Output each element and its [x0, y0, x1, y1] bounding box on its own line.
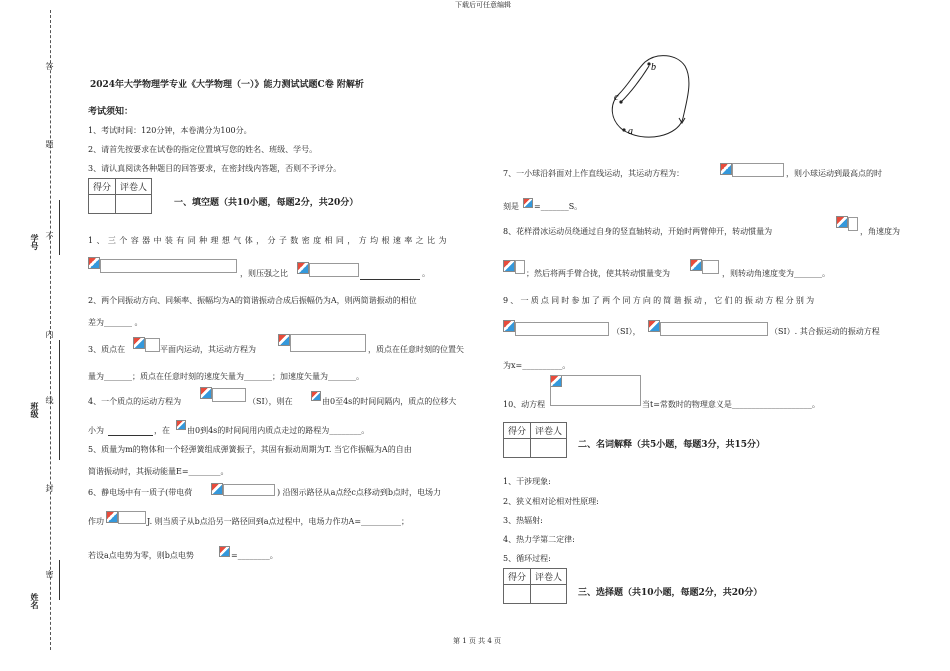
- formula-box: [145, 338, 160, 352]
- class-line: [59, 340, 60, 460]
- q8-text-d: ，则转动角速度变为_______。: [722, 269, 830, 278]
- binding-char: 封: [45, 484, 54, 492]
- section-fill-heading: 一、填空题（共10小题，每题2分，共20分）: [174, 198, 359, 208]
- grader-header: 评卷人: [116, 179, 152, 195]
- section-terms-heading: 二、名词解释（共5小题，每题3分，共15分）: [578, 440, 766, 450]
- point-c: [619, 100, 622, 103]
- notice-item: 3、请认真阅读各种题目的回答要求，在密封线内答题，否则不予评分。: [88, 164, 342, 173]
- q1-text-b: ，则压强之比: [240, 269, 288, 278]
- term-item: 5、循环过程:: [503, 554, 551, 563]
- formula-image-icon: [503, 260, 515, 272]
- point-a: [622, 128, 625, 131]
- formula-box: [550, 375, 641, 406]
- inner-path-curve: [621, 66, 649, 102]
- q9-text-b: （SI），: [612, 327, 641, 336]
- score-box: [503, 422, 567, 458]
- formula-image-icon: [88, 257, 100, 269]
- formula-image-icon: [690, 259, 702, 271]
- q7-text-c: 刻是: [503, 202, 519, 211]
- q3-text-d: 量为_______；质点在任意时刻的速度矢量为_______；加速度矢量为_______。: [88, 372, 364, 381]
- q3-text: 3、质点在: [88, 345, 126, 354]
- name-line: [59, 560, 60, 600]
- formula-box: [660, 322, 768, 336]
- q10-text: 10、动方程: [503, 400, 546, 409]
- term-item: 2、狭义相对论相对性原理:: [503, 497, 599, 506]
- q4-text: 4、一个质点的运动方程为: [88, 397, 182, 406]
- grader-cell[interactable]: [531, 439, 567, 458]
- binding-char: 题: [45, 140, 54, 148]
- formula-box: [118, 511, 146, 524]
- score-cell[interactable]: [504, 439, 531, 458]
- q4-text-d: 小为: [88, 426, 104, 435]
- q8-text-c: ；然后将两手臂合拢，使其转动惯量变为: [526, 269, 670, 278]
- term-item: 1、干涉现象:: [503, 477, 551, 486]
- formula-box: [212, 388, 246, 402]
- q1-text-c: 。: [422, 269, 430, 278]
- q6-text-f: =________。: [231, 551, 278, 560]
- notice-item: 1、考试时间：120分钟，本卷满分为100分。: [88, 126, 252, 135]
- section-choice-heading: 三、选择题（共10小题，每题2分，共20分）: [578, 588, 763, 598]
- score-cell[interactable]: [89, 195, 116, 214]
- formula-image-icon: [200, 387, 212, 399]
- term-item: 3、热辐射:: [503, 516, 543, 525]
- term-item: 4、热力学第二定律:: [503, 535, 575, 544]
- formula-box: [223, 484, 275, 496]
- q3-text-b: 平面内运动，其运动方程为: [160, 345, 256, 354]
- formula-image-icon: [836, 216, 848, 228]
- q9-text: 9、一质点同时参加了两个同方向的简谐振动，它们的振动方程分别为: [503, 296, 817, 305]
- grader-header: 评卷人: [531, 423, 567, 439]
- label-c: c: [614, 92, 619, 103]
- formula-box: [515, 322, 609, 336]
- formula-box: [309, 263, 359, 277]
- notice-heading: 考试须知：: [88, 107, 134, 117]
- formula-box: [732, 163, 784, 177]
- q6-text-d: J. 则当质子从b点沿另一路径回到a点过程中，电场力作功A=__________；: [147, 517, 410, 526]
- q4-text-e: ，在: [154, 426, 170, 435]
- q6-text: 6、静电场中有一质子(带电荷: [88, 488, 193, 497]
- binding-char: 不: [45, 232, 54, 240]
- score-header: 得分: [504, 569, 531, 585]
- formula-image-icon: [297, 262, 309, 274]
- answer-blank[interactable]: [360, 278, 420, 280]
- formula-image-icon: [211, 483, 223, 495]
- q5-text-b: 简谐振动时，其振动能量E=________。: [88, 467, 229, 476]
- formula-image-icon: [106, 511, 118, 523]
- score-box: [503, 568, 567, 604]
- q3-text-c: ，质点在任意时刻的位置矢: [368, 345, 464, 354]
- q6-text-e: 若设a点电势为零，则b点电势: [88, 551, 194, 560]
- electric-path-diagram: [605, 52, 695, 144]
- formula-box: [848, 217, 858, 231]
- q8-text-b: ，角速度为: [860, 227, 900, 236]
- formula-image-icon: [503, 320, 515, 332]
- q7-text: 7、一小球沿斜面对上作直线运动，其运动方程为：: [503, 169, 685, 178]
- answer-blank[interactable]: [108, 434, 153, 436]
- q1-text: 1、三个容器中装有同种理想气体，分子数密度相同，方均根速率之比为: [88, 236, 450, 245]
- student-id-line: [59, 200, 60, 255]
- binding-char: 密: [45, 570, 54, 578]
- q2-text-b: 差为_______ 。: [88, 318, 143, 327]
- formula-image-icon: [720, 163, 732, 175]
- score-header: 得分: [504, 423, 531, 439]
- student-id-label: 学号: [30, 234, 40, 250]
- score-box: [88, 178, 152, 214]
- q4-text-b: （SI），则在: [248, 397, 293, 406]
- binding-char: 答: [45, 62, 54, 70]
- score-header: 得分: [89, 179, 116, 195]
- q4-text-f: 由0到4s的时间间用内质点走过的路程为________。: [187, 426, 370, 435]
- grader-header: 评卷人: [531, 569, 567, 585]
- label-b: b: [651, 62, 656, 73]
- binding-char: 内: [45, 330, 54, 338]
- page-footer: 第 1 页 共 4 页: [453, 637, 502, 645]
- q8-text: 8、花样滑冰运动员绕通过自身的竖直轴转动，开始时两臂伸开，转动惯量为: [503, 227, 773, 236]
- class-label: 班级: [30, 402, 40, 418]
- notice-item: 2、请首先按要求在试卷的指定位置填写您的姓名、班级、学号。: [88, 145, 318, 154]
- q9-text-d: 为x=__________。: [503, 361, 571, 370]
- q10-text-b: 当t=常数时的物理意义是____________________。: [642, 400, 820, 409]
- q7-text-b: ，则小球运动到最高点的时: [786, 169, 882, 178]
- formula-image-icon: [176, 420, 186, 430]
- formula-box: [702, 260, 719, 274]
- grader-cell[interactable]: [531, 585, 567, 604]
- formula-image-icon: [648, 320, 660, 332]
- formula-image-icon: [219, 546, 230, 557]
- formula-image-icon: [133, 337, 145, 349]
- formula-image-icon: [523, 198, 533, 208]
- score-cell[interactable]: [504, 585, 531, 604]
- formula-box: [290, 334, 366, 352]
- q6-text-b: ) 沿图示路径从a点经c点移动到b点时，电场力: [277, 488, 442, 497]
- q7-text-d: =_______S。: [534, 202, 583, 211]
- q4-text-c: 由0至4s的时间间隔内，质点的位移大: [322, 397, 457, 406]
- formula-box: [100, 259, 237, 273]
- q6-text-c: 作功: [88, 517, 104, 526]
- binding-char: 线: [45, 396, 54, 404]
- grader-cell[interactable]: [116, 195, 152, 214]
- label-a: a: [628, 126, 633, 137]
- q5-text: 5、质量为m的物体和一个轻弹簧组成弹簧振子，其固有振动周期为T. 当它作振幅为A的自由: [88, 445, 412, 454]
- header-note: 下载后可任意编辑: [455, 1, 511, 9]
- formula-image-icon: [311, 391, 321, 401]
- q9-text-c: （SI）. 其合振运动的振动方程: [770, 327, 880, 336]
- name-label: 姓名: [30, 593, 40, 609]
- formula-image-icon: [278, 334, 290, 346]
- q2-text: 2、两个同振动方向、同频率、振幅均为A的简谐振动合成后振幅仍为A，则两简谐振动的相位: [88, 296, 417, 305]
- page-title: 2024年大学物理学专业《大学物理（一）》能力测试试题C卷 附解析: [90, 80, 364, 90]
- formula-box: [515, 260, 525, 274]
